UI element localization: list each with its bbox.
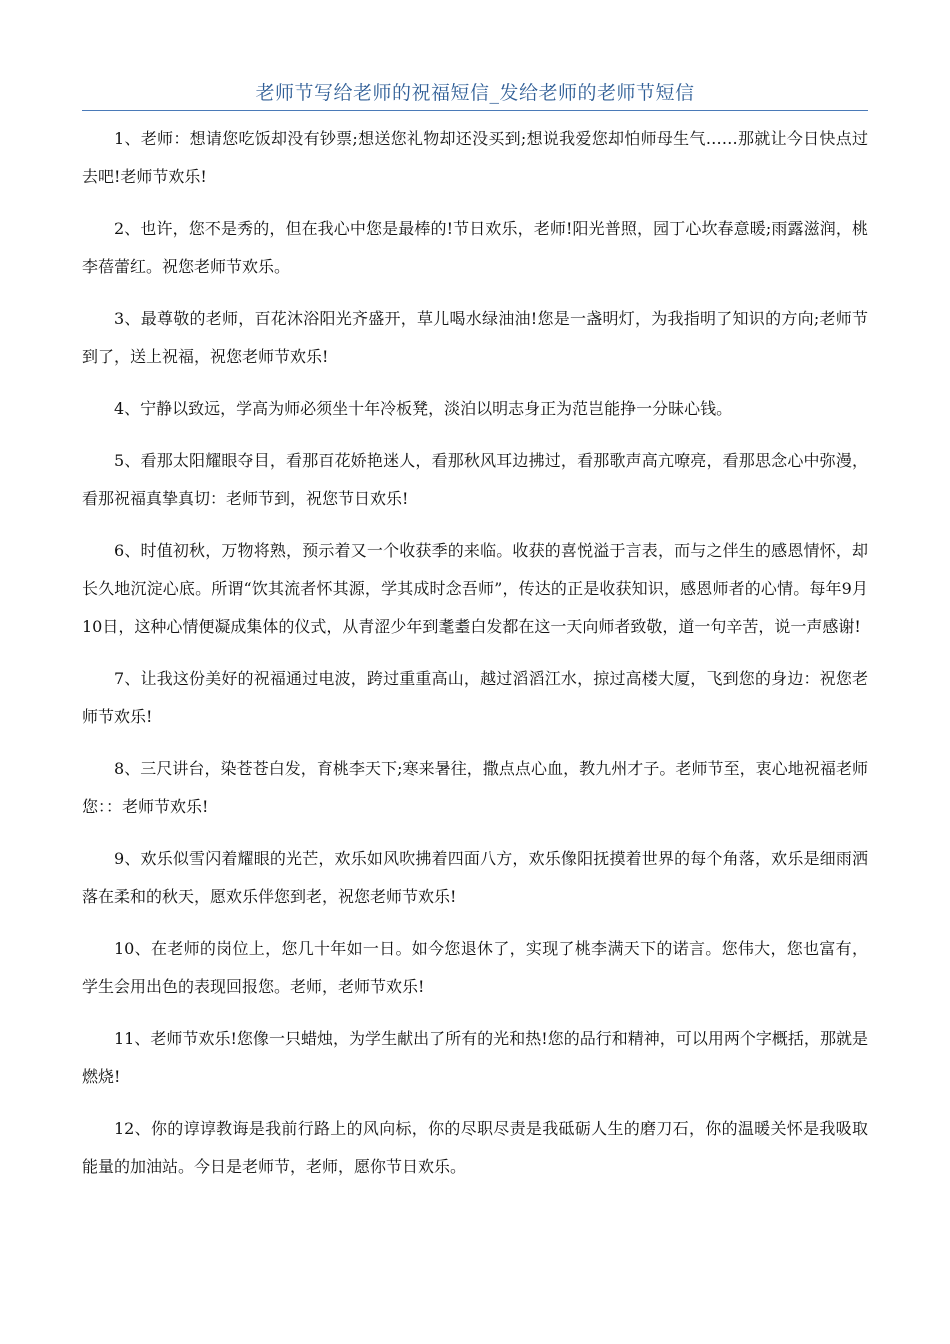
document-body: [82, 120, 868, 1200]
paragraph-9: 9、欢乐似雪闪着耀眼的光芒，欢乐如风吹拂着四面八方，欢乐像阳抚摸着世界的每个角落，欢乐是细雨洒落在柔和的秋天，愿欢乐伴您到老，祝您老师节欢乐!: [82, 849, 868, 906]
paragraph-5: 5、看那太阳耀眼夺目，看那百花娇艳迷人，看那秋风耳边拂过，看那歌声高亢嘹亮，看那思念心中弥漫，看那祝福真挚真切：老师节到，祝您节日欢乐!: [82, 451, 868, 508]
paragraph-10: 10、在老师的岗位上，您几十年如一日。如今您退休了，实现了桃李满天下的诺言。您伟大，您也富有，学生会用出色的表现回报您。老师，老师节欢乐!: [82, 939, 868, 996]
paragraph-12: 12、你的谆谆教诲是我前行路上的风向标，你的尽职尽责是我砥砺人生的磨刀石，你的温暖关怀是我吸取能量的加油站。今日是老师节，老师，愿你节日欢乐。: [82, 1119, 868, 1176]
paragraph-2: 2、也许，您不是秀的，但在我心中您是最棒的!节日欢乐，老师!阳光普照，园丁心坎春意暖;雨露滋润，桃李蓓蕾红。祝您老师节欢乐。: [82, 219, 868, 276]
paragraph-3: 3、最尊敬的老师，百花沐浴阳光齐盛开，草儿喝水绿油油!您是一盏明灯，为我指明了知识的方向;老师节到了，送上祝福，祝您老师节欢乐!: [82, 309, 868, 366]
document-header: [82, 78, 868, 111]
paragraph-1: 1、老师：想请您吃饭却没有钞票;想送您礼物却还没买到;想说我爱您却怕师母生气……那就让今日快点过去吧!老师节欢乐!: [82, 129, 868, 186]
paragraph-6: 6、时值初秋，万物将熟，预示着又一个收获季的来临。收获的喜悦溢于言表，而与之伴生的感恩情怀，却长久地沉淀心底。所谓“饮其流者怀其源，学其成时念吾师”，传达的正是收获知识，感恩师者的心情。每年9月10日，这种心情便凝成集体的仪式，从青涩少年到耄耋白发都在这一天向师者致敬，道一句辛苦，说一声感谢!: [82, 541, 868, 636]
paragraph-4: 4、宁静以致远，学高为师必须坐十年冷板凳，淡泊以明志身正为范岂能挣一分昧心钱。: [114, 399, 733, 418]
document-title: 老师节写给老师的祝福短信_发给老师的老师节短信: [255, 82, 695, 104]
paragraph-7: 7、让我这份美好的祝福通过电波，跨过重重高山，越过滔滔江水，掠过高楼大厦，飞到您的身边：祝您老师节欢乐!: [82, 669, 868, 726]
paragraph-11: 11、老师节欢乐!您像一只蜡烛，为学生献出了所有的光和热!您的品行和精神，可以用两个字概括，那就是燃烧!: [82, 1029, 868, 1086]
paragraph-8: 8、三尺讲台，染苍苍白发，育桃李天下;寒来暑往，撒点点心血，教九州才子。老师节至，衷心地祝福老师您：：老师节欢乐!: [82, 759, 868, 816]
